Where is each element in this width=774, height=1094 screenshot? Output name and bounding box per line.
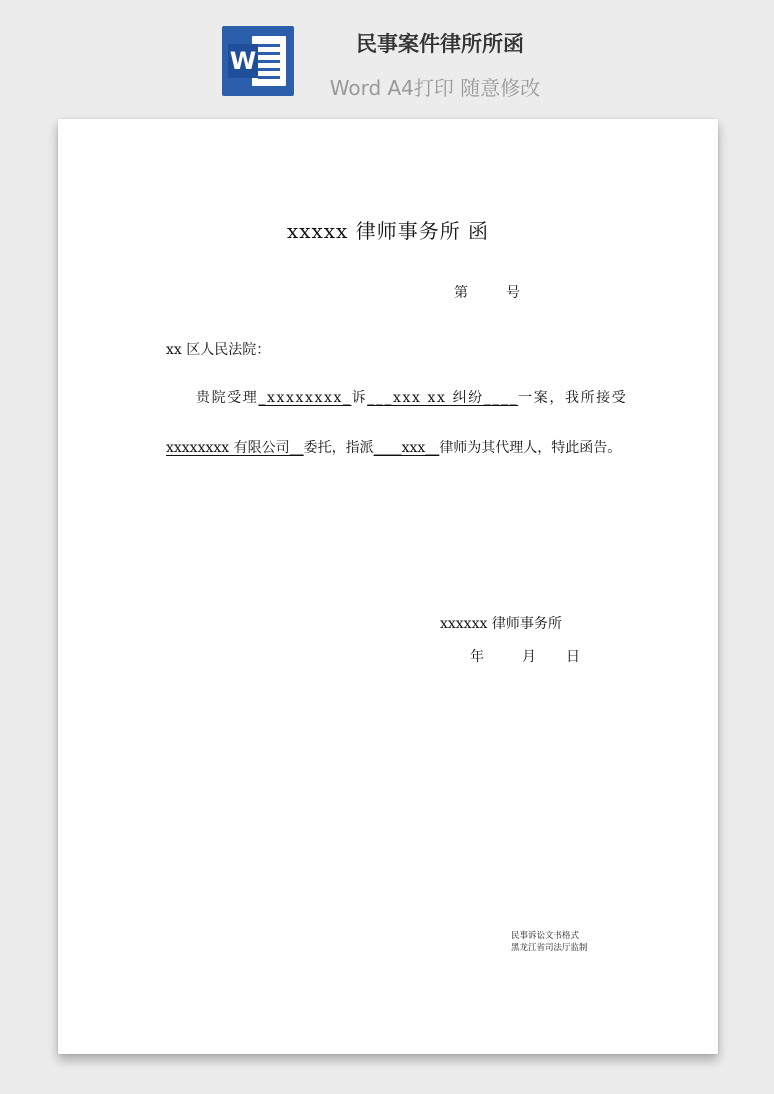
footnote bbox=[511, 930, 588, 954]
banner-subtitle: Word A4打印 随意修改 bbox=[329, 76, 541, 100]
banner-title: 民事案件律所所函 bbox=[356, 32, 524, 56]
fill-in-field: _xxxxxxxx_ bbox=[258, 390, 352, 406]
text-segment: 一案，我所接受 bbox=[518, 390, 628, 406]
word-icon bbox=[222, 26, 294, 96]
document-page bbox=[58, 119, 718, 1054]
word-letter: W bbox=[228, 44, 258, 78]
number-label-prefix: 第 bbox=[454, 285, 468, 301]
date-year: 年 bbox=[470, 649, 484, 665]
date-month: 月 bbox=[522, 649, 536, 665]
date-day: 日 bbox=[566, 649, 580, 665]
addressee: xx 区人民法院： bbox=[166, 342, 271, 358]
fill-in-field: ____xxx__ bbox=[373, 440, 440, 456]
paragraph-line-1 bbox=[196, 387, 627, 407]
document-title: xxxxx 律师事务所 函 bbox=[286, 219, 490, 243]
fill-in-field: xxxxxxxx 有限公司__ bbox=[166, 440, 304, 456]
number-label-suffix: 号 bbox=[506, 285, 520, 301]
text-segment: 诉 bbox=[351, 390, 368, 406]
signature-date bbox=[470, 646, 580, 666]
text-segment: 律师为其代理人，特此函告。 bbox=[439, 440, 622, 456]
footnote-line: 黑龙江省司法厅监制 bbox=[511, 943, 588, 953]
text-segment: 贵院受理 bbox=[196, 390, 259, 406]
paragraph-line-2 bbox=[166, 437, 621, 457]
footnote-line: 民事诉讼文书格式 bbox=[511, 931, 580, 941]
document-number bbox=[454, 282, 520, 302]
fill-in-field: ___xxx xx 纠纷____ bbox=[367, 390, 519, 406]
text-segment: 委托，指派 bbox=[303, 440, 374, 456]
signature-organization: xxxxxx 律师事务所 bbox=[440, 616, 562, 632]
